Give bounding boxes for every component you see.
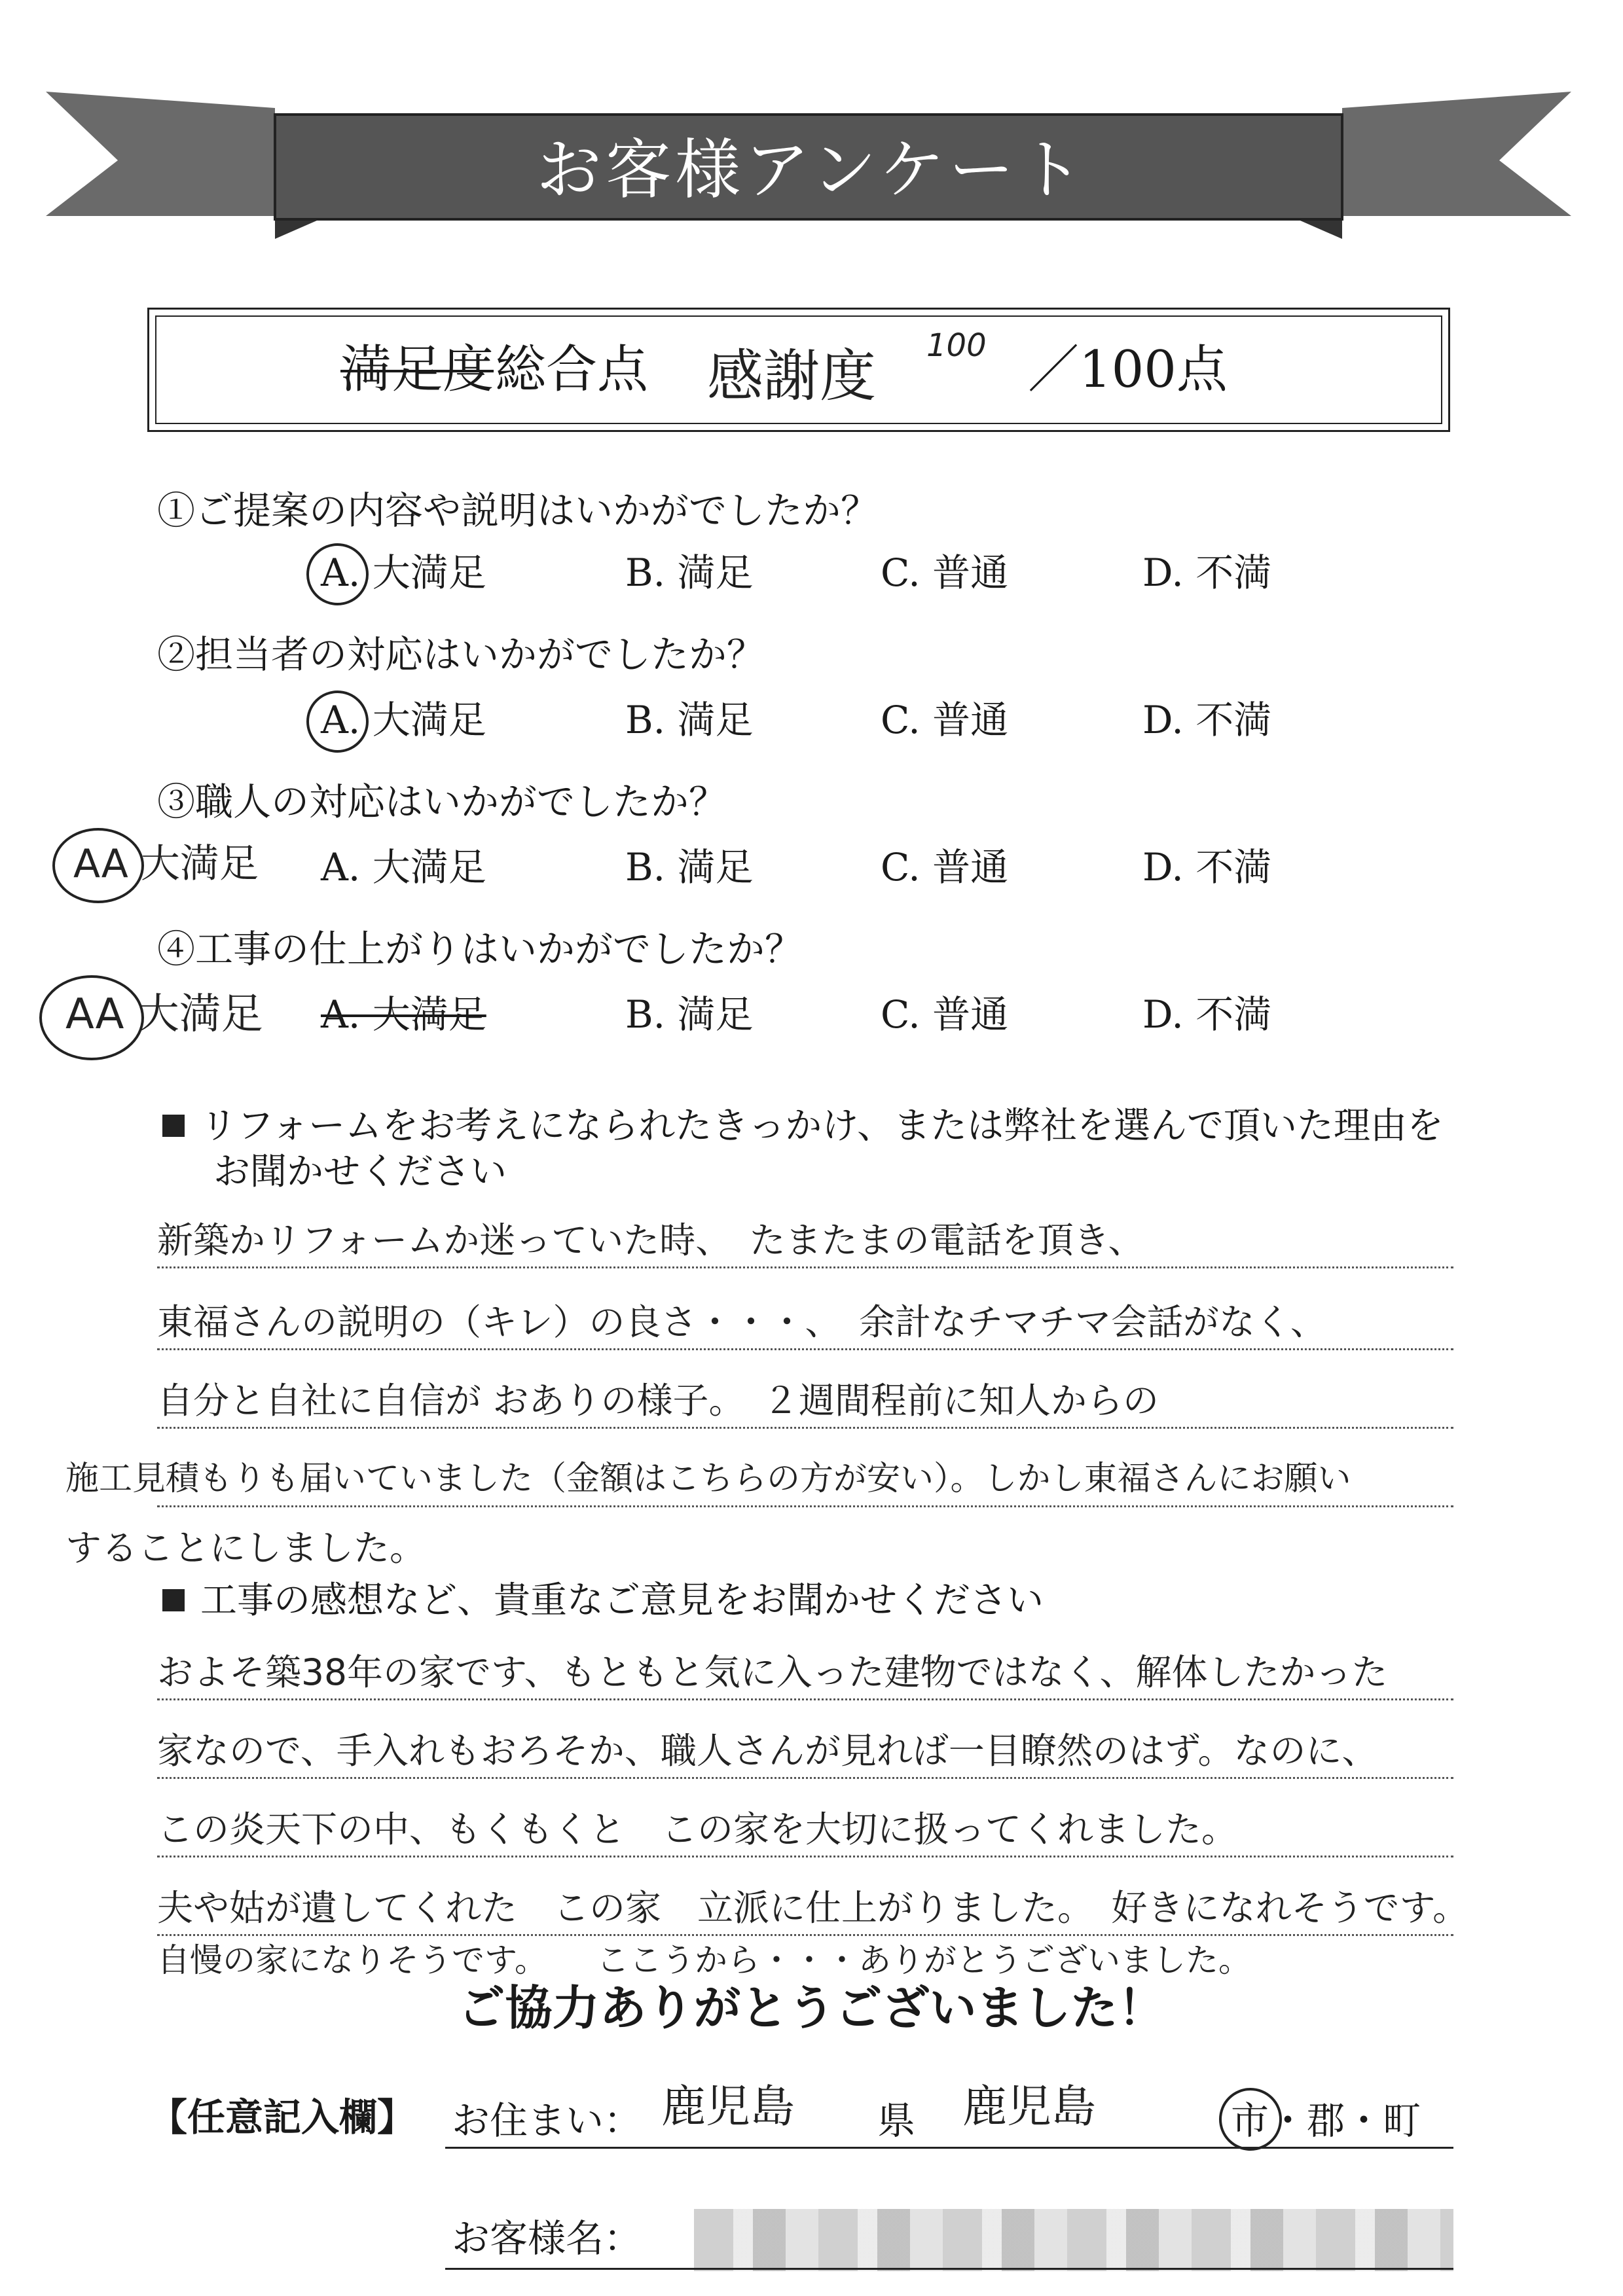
question-1: ①ご提案の内容や説明はいかがでしたか？ <box>157 488 879 533</box>
section-2-answer-line: 家なので、手入れもおろそか、職人さんが見れば一目瞭然のはず。なのに、 <box>157 1730 1378 1772</box>
q3-option-a[interactable]: A. 大満足 <box>321 845 486 889</box>
section-2-answer-line: 自慢の家になりそうです。 ここうから・・・ありがとうございました。 <box>157 1941 1251 1979</box>
name-underline <box>445 2268 1453 2270</box>
handwritten-score-label: 感謝度 <box>707 344 876 409</box>
score-label: 総合点 <box>495 340 649 399</box>
q2-selected-circle <box>306 691 369 753</box>
bullet-square-icon <box>162 1589 185 1611</box>
section-1-answer-line: 施工見積もりも届いていました（金額はこちらの方が安い）。しかし東福さんにお願い <box>65 1460 1351 1498</box>
q4-option-b[interactable]: B. 満足 <box>625 992 754 1037</box>
q3-option-c[interactable]: C. 普通 <box>881 845 1009 889</box>
q3-handwritten-answer: AA 大満足 <box>73 841 259 887</box>
thanks-message: ご協力ありがとうございました！ <box>458 1981 1165 2036</box>
city-selected-circle <box>1219 2088 1282 2151</box>
prefecture-unit: 県 <box>877 2098 916 2143</box>
name-label: お客様名： <box>452 2216 642 2261</box>
q3-option-b[interactable]: B. 満足 <box>625 845 754 889</box>
q4-aa-circle <box>39 975 144 1060</box>
address-label: お住まい： <box>452 2098 642 2143</box>
q2-option-c[interactable]: C. 普通 <box>881 698 1009 742</box>
handwritten-score-value: 100 <box>926 327 987 364</box>
section-1-answer-line: することにしました。 <box>65 1527 426 1569</box>
prefecture-value[interactable]: 鹿児島 <box>661 2081 795 2133</box>
q1-option-c[interactable]: C. 普通 <box>881 550 1009 595</box>
score-label-struck: 満足度 <box>340 340 494 399</box>
section-1-heading: リフォームをお考えになられたきっかけ、または弊社を選んで頂いた理由を <box>162 1103 1444 1150</box>
q1-selected-circle <box>306 543 369 605</box>
q2-option-a[interactable]: A. 大満足 <box>321 698 486 742</box>
bullet-square-icon <box>162 1115 185 1137</box>
section-2-answer-line: およそ築38年の家です、もともと気に入った建物ではなく、解体したかった <box>157 1651 1388 1693</box>
city-type-options[interactable]: 市・郡・町 <box>1231 2098 1421 2143</box>
section-1-answer-line: 自分と自社に自信が おありの様子。 ２週間程前に知人からの <box>157 1380 1159 1422</box>
section-1-answer-line: 新築かリフォームか迷っていた時、 たまたまの電話を頂き、 <box>157 1219 1144 1261</box>
redacted-name <box>694 2209 1453 2271</box>
q2-option-d[interactable]: D. 不満 <box>1142 698 1272 742</box>
q1-option-b[interactable]: B. 満足 <box>625 550 754 595</box>
q4-option-c[interactable]: C. 普通 <box>881 992 1009 1037</box>
score-suffix: ／100点 <box>1028 340 1228 399</box>
q3-option-d[interactable]: D. 不満 <box>1142 845 1272 889</box>
city-value[interactable]: 鹿児島 <box>962 2081 1097 2133</box>
section-2-answer-line: 夫や姑が遺してくれた この家 立派に仕上がりました。 好きになれそうです。 <box>157 1887 1469 1929</box>
page-title: お客様アンケート <box>536 132 1087 208</box>
q4-option-a[interactable]: A. 大満足 <box>321 992 486 1037</box>
section-1-heading-line2: お聞かせください <box>213 1151 507 1193</box>
optional-entry-label: 【任意記入欄】 <box>149 2095 416 2140</box>
q3-aa-circle <box>52 828 144 903</box>
q1-option-a[interactable]: A. 大満足 <box>321 550 486 595</box>
question-4: ④工事の仕上がりはいかがでしたか？ <box>157 927 803 971</box>
section-1-answer-line: 東福さんの説明の（キレ）の良さ・・・、 余計なチマチマ会話がなく、 <box>157 1301 1326 1343</box>
q1-option-d[interactable]: D. 不満 <box>1142 550 1272 595</box>
q4-handwritten-answer: AA 大満足 <box>65 990 263 1039</box>
section-2-heading: 工事の感想など、貴重なご意見をお聞かせください <box>162 1577 1044 1624</box>
q2-option-b[interactable]: B. 満足 <box>625 698 754 742</box>
section-2-answer-line: この炎天下の中、もくもくと この家を大切に扱ってくれました。 <box>157 1808 1238 1850</box>
address-underline <box>445 2147 1453 2149</box>
question-2: ②担当者の対応はいかがでしたか？ <box>157 632 765 677</box>
question-3: ③職人の対応はいかがでしたか？ <box>157 780 727 824</box>
q4-option-d[interactable]: D. 不満 <box>1142 992 1272 1037</box>
